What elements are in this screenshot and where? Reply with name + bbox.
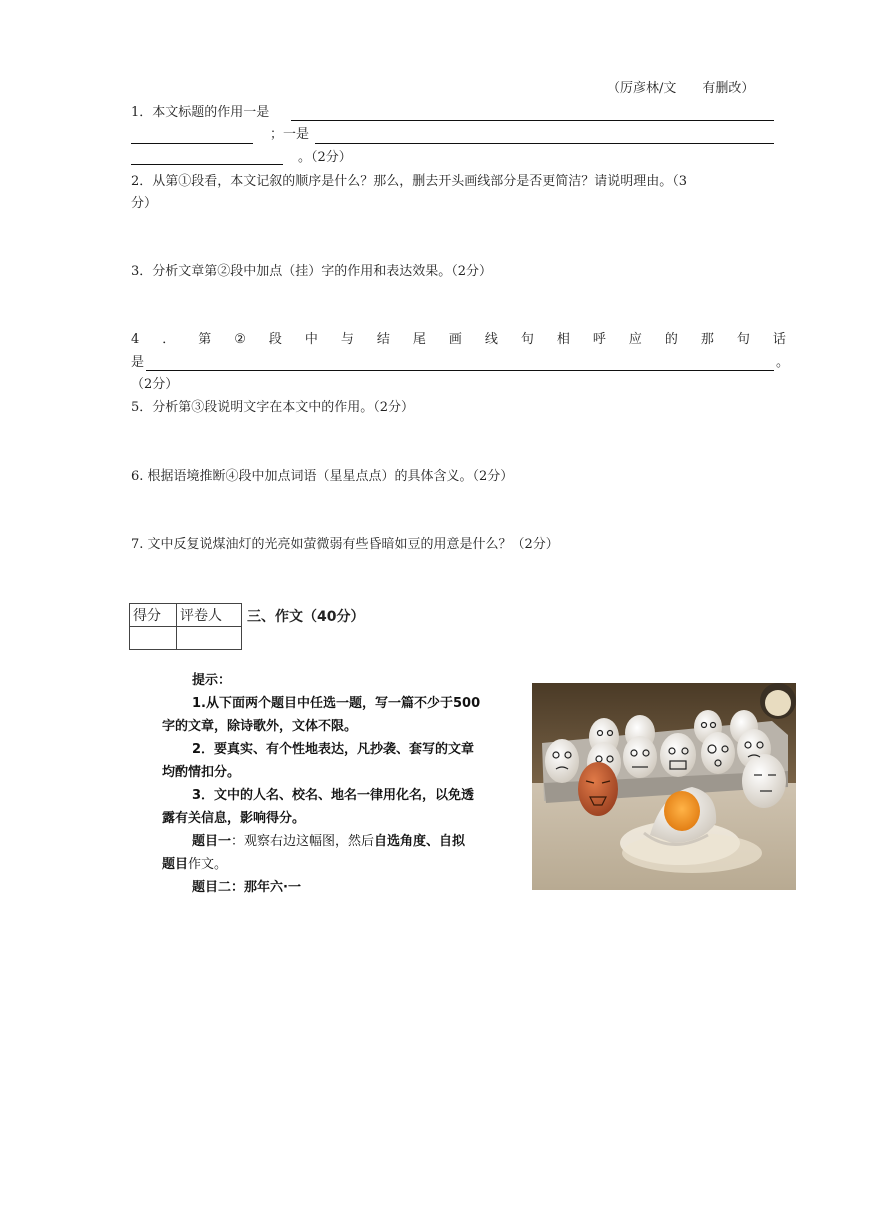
hint-item-2: 2．要真实、有个性地表达，凡抄袭、套写的文章 <box>192 742 475 757</box>
answer-line <box>315 143 774 144</box>
grader-cell <box>177 627 242 650</box>
answer-line <box>291 120 774 121</box>
question-1-score: 。（2分） <box>298 150 352 165</box>
question-5: 5．分析第③段说明文字在本文中的作用。（2分） <box>131 400 415 415</box>
answer-line <box>146 370 774 371</box>
egg-faces-photo <box>532 683 796 890</box>
hint-item-3-cont: 露有关信息，影响得分。 <box>162 811 306 826</box>
question-1-prompt: 1．本文标题的作用一是 <box>131 105 270 120</box>
hint-item-1: 1.从下面两个题目中任选一题，写一篇不少于500 <box>192 696 481 711</box>
topic-1-cont: 题目作文。 <box>162 857 228 872</box>
question-6: 6. 根据语境推断④段中加点词语（星星点点）的具体含义。（2分） <box>131 469 514 484</box>
hint-title: 提示： <box>192 673 232 688</box>
answer-line <box>131 143 253 144</box>
topic-2: 题目二：那年六·一 <box>192 880 301 895</box>
question-2-cont: 分） <box>131 196 158 211</box>
score-table <box>129 603 242 650</box>
question-4-line1: 4 ． 第 ② 段 中 与 结 尾 画 线 句 相 呼 应 的 那 句 话 <box>131 332 786 347</box>
question-2: 2．从第①段看，本文记叙的顺序是什么？那么，删去开头画线部分是否更简洁？请说明理由。（3 <box>131 174 688 189</box>
question-4-end: 。 <box>776 355 790 370</box>
question-1-mid: ；一是 <box>270 127 310 142</box>
section-title: 三、作文（40分） <box>247 609 365 625</box>
hint-item-2-cont: 均酌情扣分。 <box>162 765 241 780</box>
question-4-is: 是 <box>131 355 145 370</box>
score-header: 得分 <box>130 604 177 627</box>
writing-hints <box>162 669 532 899</box>
topic-1: 题目一：观察右边这幅图，然后自选角度、自拟 <box>192 834 466 849</box>
score-cell <box>130 627 177 650</box>
grader-header: 评卷人 <box>177 604 242 627</box>
answer-line <box>131 164 283 165</box>
question-3: 3．分析文章第②段中加点（挂）字的作用和表达效果。（2分） <box>131 264 493 279</box>
question-4-score: （2分） <box>131 377 179 392</box>
source-line: （厉彦林/文 有删改） <box>607 81 755 96</box>
hint-item-3: 3．文中的人名、校名、地名一律用化名，以免透 <box>192 788 475 803</box>
hint-item-1-cont: 字的文章，除诗歌外，文体不限。 <box>162 719 358 734</box>
question-7: 7. 文中反复说煤油灯的光亮如萤微弱有些昏暗如豆的用意是什么？（2分） <box>131 537 559 552</box>
